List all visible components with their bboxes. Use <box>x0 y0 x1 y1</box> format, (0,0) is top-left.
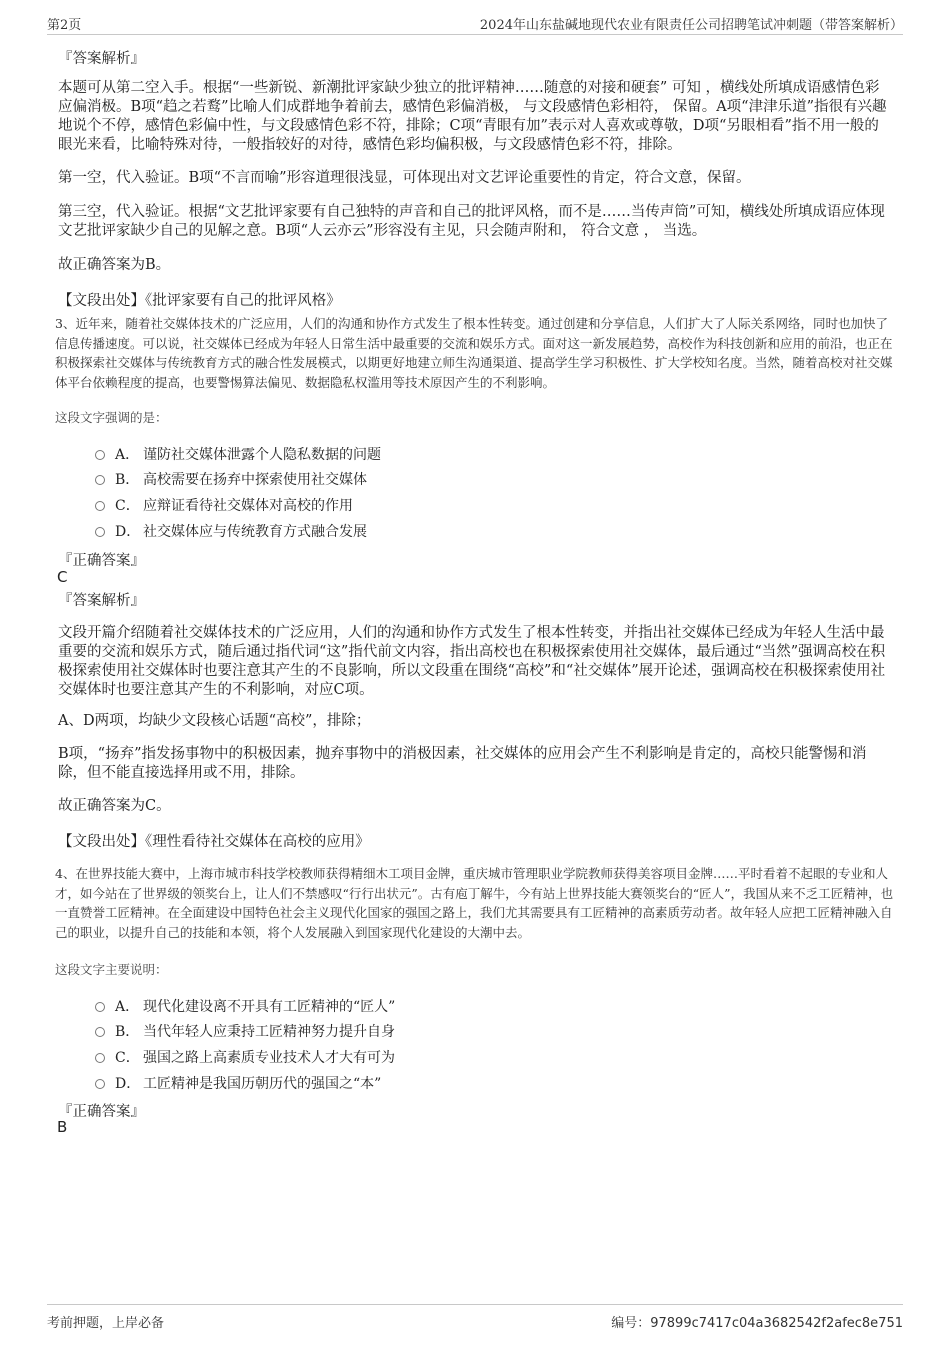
option-letter: A． <box>115 447 140 463</box>
analysis-paragraph: 第一空，代入验证。B项“不言而喻”形容道理很浅显，可体现出对文艺评论重要性的肯定，符合文意，保留。 <box>58 170 751 186</box>
option-letter: C． <box>115 1050 140 1066</box>
radio-button-icon[interactable] <box>95 1002 105 1012</box>
option-letter: D． <box>115 524 141 540</box>
option-text: 应辩证看待社交媒体对高校的作用 <box>143 498 353 514</box>
page-header <box>47 12 903 35</box>
option-a[interactable] <box>95 996 395 1016</box>
analysis-label: 『答案解析』 <box>58 51 145 67</box>
question-3-passage: 3、近年来，随着社交媒体技术的广泛应用，人们的沟通和协作方式发生了根本性转变。通过创建和分享信息，人们扩大了人际关系网络，同时也加快了信息传播速度。可以说，社交媒体已经成为年轻人日常生活中最重要的交流和娱乐方式。面对这一新发展趋势，高校作为科技创新和应用的前沿，也正在积极探索社交媒体与传统教育方式的融合性发展模式，以期更好地建立师生沟通渠道、提高学生学习积极性、扩大学校知名度。当然，随着高校对社交媒体平台依赖程度的提高，也要警惕算法偏见、数据隐私权滥用等技术原因产生的不利影响。 <box>55 316 893 390</box>
correct-answer: B <box>57 1118 68 1136</box>
option-a[interactable] <box>95 444 381 464</box>
option-text: 强国之路上高素质专业技术人才大有可为 <box>143 1050 395 1066</box>
code-value: 97899c7417c04a3682542f2afec8e751 <box>650 1316 903 1331</box>
option-text: 社交媒体应与传统教育方式融合发展 <box>143 524 367 540</box>
radio-button-icon[interactable] <box>95 1053 105 1063</box>
analysis-paragraph: 文段开篇介绍随着社交媒体技术的广泛应用，人们的沟通和协作方式发生了根本性转变，并指出社交媒体已经成为年轻人生活中最重要的交流和娱乐方式，随后通过指代词“这”指代前文内容，指出高校也在积极探索使用社交媒体，最后通过“当然”强调高校在积极探索使用社交媒体时也要注意其产生的不良影响，所以文段重在围绕“高校”和“社交媒体”展开论述，强调高校在积极探索使用社交媒体时也要注意其产生的不利影响，对应C项。 <box>58 625 886 698</box>
radio-button-icon[interactable] <box>95 1027 105 1037</box>
correct-answer-label: 『正确答案』 <box>58 553 145 569</box>
analysis-conclusion: 故正确答案为C。 <box>58 798 171 814</box>
option-text: 高校需要在扬弃中探索使用社交媒体 <box>143 472 367 488</box>
document-title: 2024年山东盐碱地现代农业有限责任公司招聘笔试冲刺题（带答案解析） <box>479 18 903 33</box>
footer-slogan: 考前押题，上岸必备 <box>47 1316 165 1331</box>
option-text: 谨防社交媒体泄露个人隐私数据的问题 <box>143 447 381 463</box>
option-letter: B． <box>115 472 140 488</box>
analysis-paragraph: B项，“扬弃”指发扬事物中的积极因素，抛弃事物中的消极因素，社交媒体的应用会产生不利影响是肯定的，高校只能警惕和消除，但不能直接选择用或不用，排除。 <box>58 746 867 781</box>
radio-button-icon[interactable] <box>95 450 105 460</box>
passage-source: 【文段出处】《批评家要有自己的批评风格》 <box>58 293 341 309</box>
passage-source: 【文段出处】《理性看待社交媒体在高校的应用》 <box>58 834 370 850</box>
page-footer <box>47 1304 903 1331</box>
option-letter: A． <box>115 999 140 1015</box>
analysis-paragraph: 本题可从第二空入手。根据“一些新锐、新潮批评家缺少独立的批评精神……随意的对接和硬套” 可知 ，横线处所填成语感情色彩应偏消极。B项“趋之若鹜”比喻人们成群地争着前去，感情色彩偏消极， 与文段感情色彩相符， 保留。A项“津津乐道”指很有兴趣地说个不停，感情色彩偏中性，与文段感情色彩不符，排除；C项“青眼有加”表示对人喜欢或尊敬，D项“另眼相看”指不用一般的眼光来看，比喻特殊对待，一般指较好的对待，感情色彩均偏积极，与文段感情色彩不符，排除。 <box>58 80 887 153</box>
option-c[interactable] <box>95 1047 395 1067</box>
option-d[interactable] <box>95 1073 381 1093</box>
analysis-paragraph: 第三空，代入验证。根据“文艺批评家要有自己独特的声音和自己的批评风格，而不是……当传声筒”可知，横线处所填成语应体现文艺批评家缺少自己的见解之意。B项“人云亦云”形容没有主见，只会随声附和， 符合文意 ， 当选。 <box>58 204 885 239</box>
radio-button-icon[interactable] <box>95 501 105 511</box>
option-letter: C． <box>115 498 140 514</box>
analysis-conclusion: 故正确答案为B。 <box>58 257 171 273</box>
option-b[interactable] <box>95 1021 395 1041</box>
analysis-label: 『答案解析』 <box>58 593 145 609</box>
option-c[interactable] <box>95 495 353 515</box>
question-4-passage: 4、在世界技能大赛中，上海市城市科技学校教师获得精细木工项目金牌，重庆城市管理职业学院教师获得美容项目金牌……平时看着不起眼的专业和人才，如今站在了世界级的领奖台上，让人们不禁感叹“行行出状元”。古有庖丁解牛，今有站上世界技能大赛领奖台的“匠人”，我国从来不乏工匠精神，也一直赞誉工匠精神。在全面建设中国特色社会主义现代化国家的强国之路上，我们尤其需要具有工匠精神的高素质劳动者。故年轻人应把工匠精神融入自己的职业，以提升自己的技能和本领，将个人发展融入到国家现代化建设的大潮中去。 <box>55 866 894 940</box>
option-letter: B． <box>115 1024 140 1040</box>
question-4-prompt: 这段文字主要说明： <box>55 962 168 977</box>
option-d[interactable] <box>95 521 367 541</box>
correct-answer-label: 『正确答案』 <box>58 1104 145 1120</box>
radio-button-icon[interactable] <box>95 527 105 537</box>
option-letter: D． <box>115 1076 141 1092</box>
correct-answer: C <box>57 568 68 586</box>
code-label: 编号： <box>611 1316 651 1331</box>
question-3-prompt: 这段文字强调的是： <box>55 410 168 425</box>
option-text: 现代化建设离不开具有工匠精神的“匠人” <box>143 999 396 1015</box>
radio-button-icon[interactable] <box>95 1079 105 1089</box>
option-text: 当代年轻人应秉持工匠精神努力提升自身 <box>143 1024 395 1040</box>
analysis-paragraph: A、D两项，均缺少文段核心话题“高校”，排除； <box>58 713 371 729</box>
document-code <box>611 1312 903 1331</box>
option-text: 工匠精神是我国历朝历代的强国之“本” <box>143 1076 382 1092</box>
option-b[interactable] <box>95 469 367 489</box>
radio-button-icon[interactable] <box>95 475 105 485</box>
page-number: 第2页 <box>47 18 82 33</box>
